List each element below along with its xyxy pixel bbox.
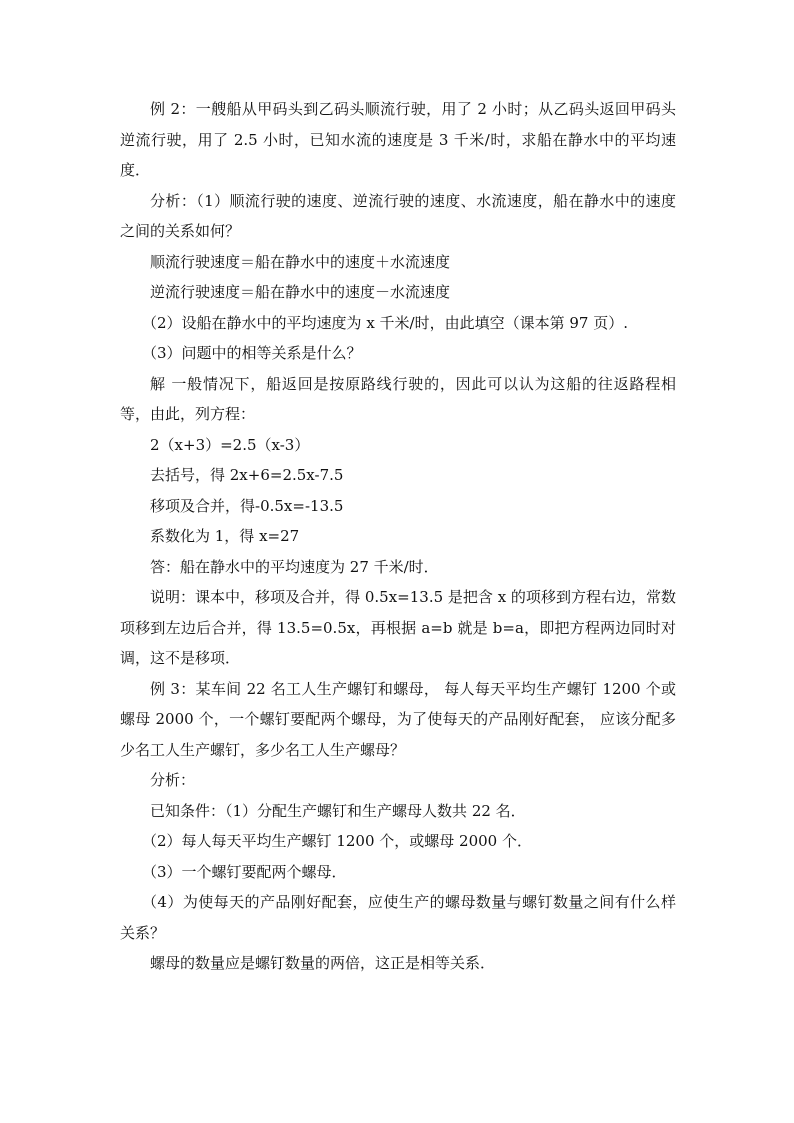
downstream-speed-formula: 顺流行驶速度＝船在静水中的速度＋水流速度 (150, 252, 451, 271)
answer-line: 答：船在静水中的平均速度为 27 千米/时． (150, 557, 439, 576)
document-body (120, 94, 676, 979)
example-3-paragraph: 例 3：某车间 22 名工人生产螺钉和螺母， 每人每天平均生产螺钉 1200 个或螺母 2000 个，一个螺钉要配两个螺母，为了使每天的产品刚好配套， 应该分配多少名工人生产螺钉，多少名工人生产螺母？ (120, 679, 676, 759)
equal-relation-line: 螺母的数量应是螺钉数量的两倍，这正是相等关系． (150, 954, 496, 972)
example-2-paragraph: 例 2：一艘船从甲码头到乙码头顺流行驶，用了 2 小时；从乙码头返回甲码头逆流行驶，用了 2.5 小时，已知水流的速度是 3 千米/时，求船在静水中的平均速度． (120, 100, 676, 179)
known-conditions-3: （3）一个螺钉要配两个螺母． (142, 862, 347, 881)
known-conditions-2: （2）每人每天平均生产螺钉 1200 个，或螺母 2000 个． (142, 832, 532, 850)
step-transpose-combine: 移项及合并，得-0.5x=-13.5 (150, 496, 344, 515)
known-conditions-4: （4）为使每天的产品刚好配套，应使生产的螺母数量与螺钉数量之间有什么样关系？ (120, 893, 676, 942)
step-coefficient: 系数化为 1，得 x=27 (150, 527, 300, 545)
analysis-question-3: （3）问题中的相等关系是什么？ (142, 344, 362, 362)
explanation-paragraph: 说明：课本中，移项及合并，得 0.5x=13.5 是把含 x 的项移到方程右边，常数项移到左边后合并，得 13.5=0.5x，再根据 a=b 就是 b=a，即把方程两边同时对调，这不是移项． (120, 588, 676, 667)
analysis-question-1: 分析：（1）顺流行驶的速度、逆流行驶的速度、水流速度，船在静水中的速度之间的关系如何？ (120, 191, 676, 240)
step-remove-brackets: 去括号，得 2x+6=2.5x-7.5 (150, 466, 344, 484)
solution-paragraph: 解 一般情况下，船返回是按原路线行驶的，因此可以认为这船的往返路程相等，由此，列方程： (120, 374, 676, 423)
equation-line: 2（x+3）=2.5（x-3） (150, 435, 310, 454)
upstream-speed-formula: 逆流行驶速度＝船在静水中的速度－水流速度 (150, 283, 451, 301)
analysis-label: 分析： (150, 771, 196, 789)
known-conditions-1: 已知条件：（1）分配生产螺钉和生产螺母人数共 22 名． (150, 801, 526, 820)
analysis-question-2: （2）设船在静水中的平均速度为 x 千米/时，由此填空（课本第 97 页）. (142, 313, 628, 332)
